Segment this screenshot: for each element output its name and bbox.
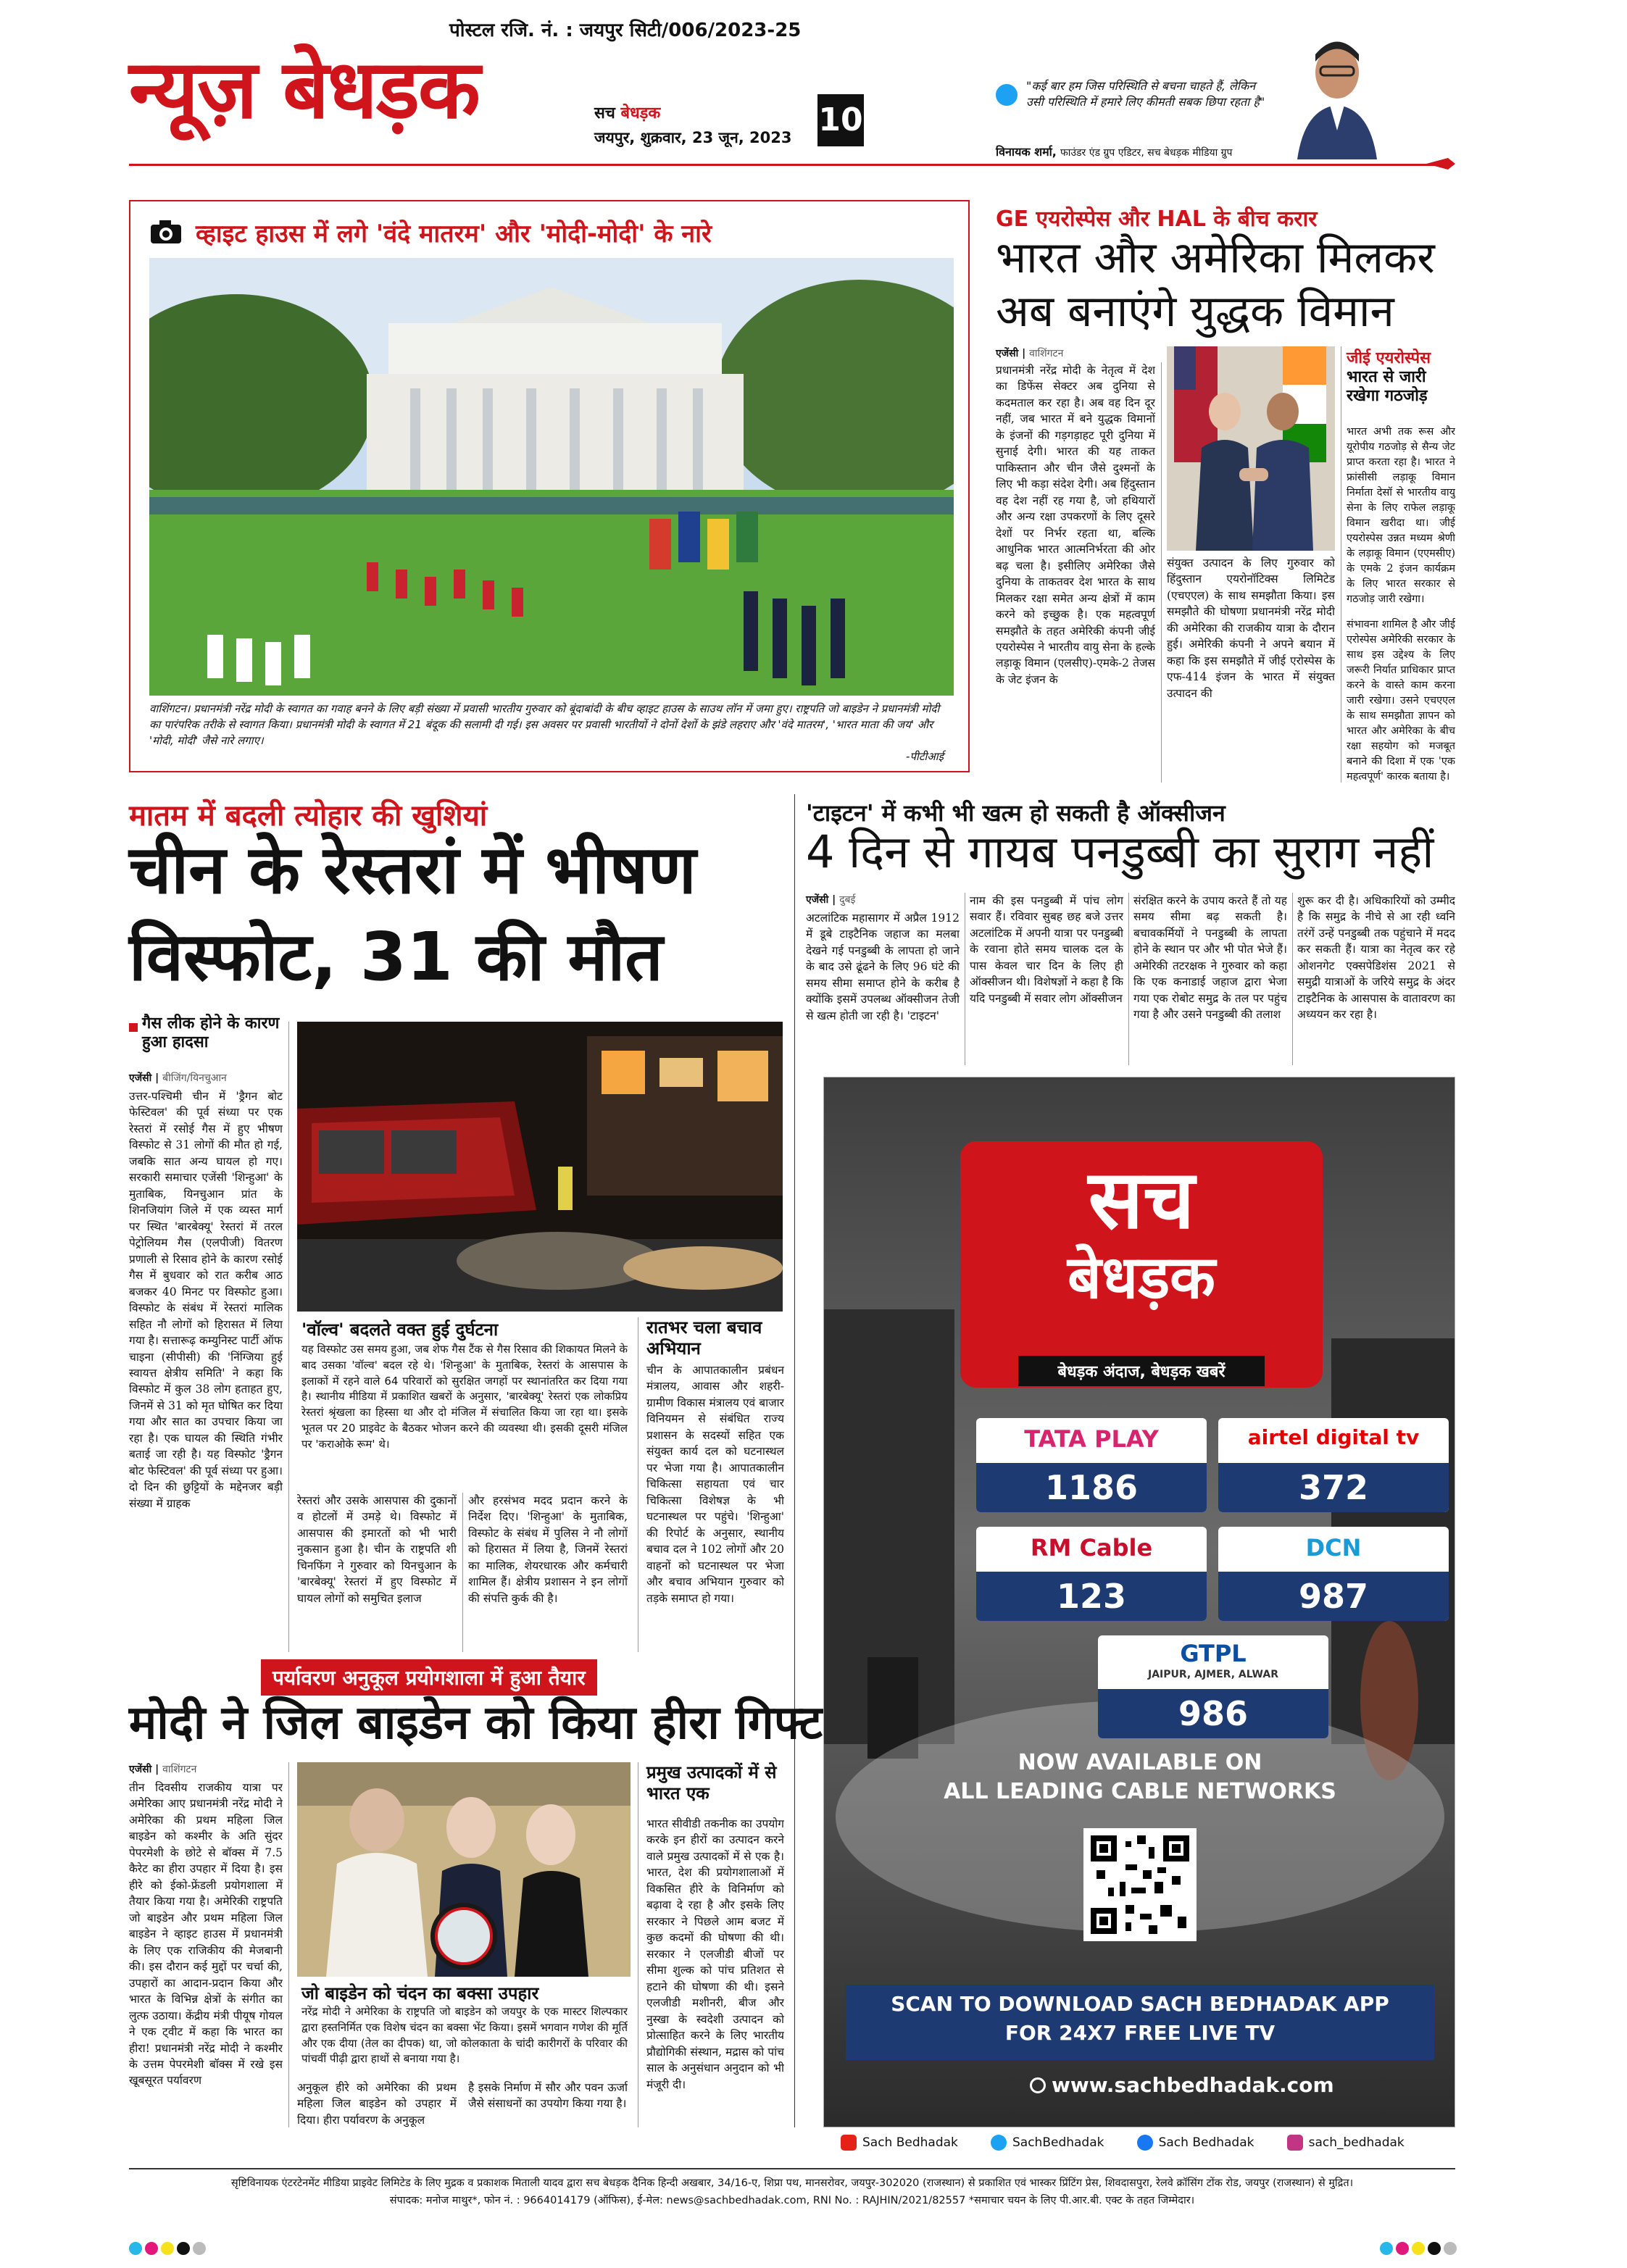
ad-logo-line-1: सच — [1088, 1153, 1195, 1247]
dateline: जयपुर, शुक्रवार, 23 जून, 2023 — [594, 129, 792, 146]
masthead-rule — [129, 164, 1448, 166]
china-sub: गैस लीक होने के कारण हुआ हादसा — [142, 1014, 280, 1052]
titan-col-4: शुरू कर दी है। अधिकारियों को उम्मीद है कि समुद्र के नीचे से आ रही ध्वनि तरंगें उन्हें पनडुब्बी तक पहुंचाने में मदद कर सकती हैं। यात्रा का नेतृत्व कर रहे ओशनगेट एक्सपेडिशंस 2021 से समुद्री यात्राओं के जरिये समुद्र के अंदर टाइटैनिक के आसपास के वातावरण का अध्ययन कर रहा है। — [1297, 894, 1455, 1022]
facebook-icon — [1137, 2135, 1153, 2151]
registration-dots-left — [129, 2242, 209, 2258]
diamond-side-head: प्रमुख उत्पादकों में से भारत एक — [646, 1762, 777, 1804]
titan-byline: एजेंसी | दुबई — [806, 894, 856, 906]
editor-quote: "कई बार हम जिस परिस्थिति से बचना चाहते हैं, लेकिन उसी परिस्थिति में हमारे लिए कीमती सबक छिपा रहता है" — [1026, 79, 1265, 109]
social-youtube[interactable] — [841, 2135, 958, 2151]
diamond-box-text: नरेंद्र मोदी ने अमेरिका के राष्ट्रपति जो बाइडेन को जयपुर के एक मास्टर शिल्पकार द्वारा हस्तनिर्मित एक विशेष चंदन का बक्सा भेंट किया। इसमें भगवान गणेश की मूर्ति और एक दीया (तेल का दीपक) था, जो कोलकाता के चांदी कारीगरों के परिवार की पांचवीं पीढ़ी द्वारा हाथों से बनाया गया है। — [301, 2005, 628, 2066]
titan-kicker: 'टाइटन' में कभी भी खत्म हो सकती है ऑक्सीजन — [806, 799, 1226, 827]
twitter-icon — [991, 2135, 1007, 2151]
ge-side-head: भारत से जारी रखेगा गठजोड़ — [1347, 368, 1428, 406]
page-number: 10 — [817, 94, 864, 146]
quote-author-name: विनायक शर्मा, — [996, 145, 1057, 159]
channel-number: 1186 — [976, 1463, 1207, 1512]
ge-side-text: भारत अभी तक रूस और यूरोपीय गठजोड़ से सैन्य जेट प्राप्त करता रहा है। भारत ने फ्रांसीसी लड़ाकू विमान निर्माता देसॉ से भारतीय वायु सेना के लिए राफेल लड़ाकू विमान खरीदा था। जीई एयरोस्पेस उन्नत मध्यम श्रेणी के लड़ाकू विमान (एएमसीए) के एमके 2 इंजन कार्यक्रम के लिए भारत सरकार से गठजोड़ जारी रखेगा। — [1347, 426, 1455, 606]
titan-agency: एजेंसी — [806, 894, 829, 906]
social-facebook-label: Sach Bedhadak — [1158, 2135, 1254, 2150]
camera-icon — [149, 219, 183, 245]
diamond-agency: एजेंसी — [129, 1764, 152, 1775]
titan-place: दुबई — [839, 894, 856, 906]
china-kicker: मातम में बदली त्योहार की खुशियां — [129, 799, 488, 833]
channel-number: 987 — [1218, 1572, 1449, 1621]
footer-rule — [129, 2168, 1455, 2169]
quote-author — [996, 143, 1233, 159]
china-divider-2 — [462, 1493, 463, 1652]
titan-col-1: अटलांटिक महासागर में अप्रैल 1912 में डूबे टाइटैनिक जहाज का मलबा देखने गई पनडुब्बी के लापता हो जाने के बाद उसे ढूंढने के लिए 96 घंटे की समय सीमा समाप्त होने के करीब है क्योंकि इसमें उपलब्ध ऑक्सीजन तेजी से खत्म होती जा रही है। 'टाइटन' — [806, 912, 960, 1022]
ad-available-2: ALL LEADING CABLE NETWORKS — [944, 1779, 1336, 1804]
diamond-side-text: भारत सीवीडी तकनीक का उपयोग करके इन हीरों का उत्पादन करने वाले प्रमुख उत्पादकों में से एक है। भारत, देश की प्रयोगशालाओं में विकसित हीरे के विनिर्माण को बढ़ावा दे रहा है और इसके लिए सरकार ने पिछले आम बजट में कुछ कदमों की घोषणा की थी। सरकार ने एलजीडी बीजों पर सीमा शुल्क को पांच प्रतिशत से हटाने की घोषणा की थी। इसने एलजीडी मशीनरी, बीज और नुस्खा के स्वदेशी उत्पादन को प्रोत्साहित करने के लिए भारतीय प्रौद्योगिकी संस्थान, मद्रास को पांच साल के अनुसंधान अनुदान को भी मंजूरी दी। — [646, 1817, 784, 2091]
china-sub-marker — [129, 1023, 138, 1032]
diamond-place: वाशिंगटन — [162, 1764, 197, 1775]
channel-name: TATA PLAY — [1024, 1425, 1159, 1453]
china-col-3: और हरसंभव मदद प्रदान करने के निर्देश दिए। 'शिन्हुआ' के मुताबिक, विस्फोट के संबंध में पुलिस ने नौ लोगों को हिरासत में लिया है, जिनमें रेस्तरां का मालिक, शेयरधारक और कर्मचारी शामिल हैं। क्षेत्रीय प्रशासन ने इन लोगों की संपत्ति कुर्क की है। — [468, 1494, 628, 1605]
sach-bedhadak-ad[interactable] — [823, 1077, 1455, 2127]
editor-photo — [1290, 29, 1384, 159]
titan-col-2: नाम की इस पनडुब्बी में पांच लोग सवार हैं। रविवार सुबह छह बजे उत्तर अटलांटिक में अपनी यात्रा पर पनडुब्बी के रवाना होते समय चालक दल के पास केवल चार दिन के लिए ही ऑक्सीजन थी। विशेषज्ञों ने कहा है कि यदि पनडुब्बी में सवार लोग ऑक्सीजन — [970, 894, 1123, 1005]
ge-place: वाशिंगटन — [1029, 348, 1064, 359]
ad-scan-2: FOR 24X7 FREE LIVE TV — [1004, 2021, 1276, 2045]
quote-author-role: फाउंडर एंड ग्रुप एडिटर, सच बेधड़क मीडिया ग्रुप — [1060, 147, 1233, 159]
footer-line-2: संपादक: मनोज माथुर*, फोन नं. : 9664014179 (ऑफिस), ई-मेल: news@sachbedhadak.com, RNI No. : RAJHIN/2021/82557 *समाचार चयन के लिए पी.आर.बी. एक्ट के तहत जिम्मेदार। — [389, 2195, 1195, 2206]
column-divider-main — [794, 794, 795, 2127]
brand-tag-1: सच — [594, 104, 615, 122]
ge-col-2: संयुक्त उत्पादन के लिए गुरुवार को हिंदुस्तान एयरोनॉटिक्स लिमिटेड (एचएएल) के साथ समझौता किया। इस समझौते की घोषणा प्रधानमंत्री नरेंद्र मोदी की अमेरिका की राजकीय यात्रा के दौरान हुई। अमेरिकी कंपनी ने अपने बयान में कहा कि इस समझौते में जीई एरोस्पेस के एफ-414 इंजन के भारत में संयुक्त उत्पादन की — [1167, 556, 1335, 700]
china-byline: एजेंसी | बीजिंग/यिनचुआन — [129, 1072, 227, 1084]
whitehouse-photo — [149, 258, 954, 696]
channel-name: DCN — [1305, 1534, 1362, 1562]
china-photo — [297, 1022, 783, 1312]
ge-headline-2: अब बनाएंगे युद्धक विमान — [996, 286, 1394, 337]
diamond-col-2: अनुकूल हीरे को अमेरिका की प्रथम महिला जिल बाइडेन को उपहार में दिया। हीरा पर्यावरण के अनुकूल — [297, 2081, 457, 2127]
youtube-icon — [841, 2135, 857, 2151]
ad-logo-line-2: बेधड़क — [1067, 1243, 1216, 1312]
ge-divider-1 — [1161, 362, 1162, 783]
ge-photo — [1167, 346, 1335, 551]
diamond-photo — [297, 1762, 631, 1977]
pen-nib-icon — [1426, 155, 1455, 172]
diamond-box-head: जो बाइडेन को चंदन का बक्सा उपहार — [301, 1983, 539, 2004]
twitter-icon — [996, 84, 1018, 106]
china-agency: एजेंसी — [129, 1072, 152, 1084]
social-twitter[interactable] — [991, 2135, 1104, 2151]
channel-name: airtel digital tv — [1247, 1425, 1420, 1449]
china-headline-1: चीन के रेस्तरां में भीषण — [129, 831, 696, 909]
ad-tagline: बेधड़क अंदाज, बेधड़क खबरें — [1018, 1356, 1265, 1386]
channel-airtel — [1218, 1418, 1449, 1512]
ge-kicker: GE एयरोस्पेस और HAL के बीच करार — [996, 207, 1318, 232]
brand-tag — [594, 101, 660, 123]
china-col-1: उत्तर-पश्चिमी चीन में 'ड्रैगन बोट फेस्टिवल' की पूर्व संध्या पर एक रेस्तरां में रसोई गैस में हुए भीषण विस्फोट से 31 लोगों की मौत हो गई, जबकि सात अन्य घायल हो गए। सरकारी समाचार एजेंसी 'शिन्हुआ' के मुताबिक, यिनचुआन प्रांत के शिनजियांग जिले में एक व्यस्त मार्ग पर स्थित 'बारबेक्यू' रेस्तरां में तरल पेट्रोलियम गैस (एलपीजी) वितरण प्रणाली से रिसाव होने के कारण रसोई गैस में बुधवार को रात करीब आठ बजकर 40 मिनट पर विस्फोट हुआ। विस्फोट के संबंध में रेस्तरां मालिक सहित नौ लोगों को हिरासत में लिया गया है। सत्तारूढ़ कम्युनिस्ट पार्टी ऑफ चाइना (सीपीसी) की 'निंग्जिया हुई स्वायत्त क्षेत्रीय समिति' ने कहा कि विस्फोट में कुल 38 लोग हताहत हुए, जिनमें से 31 को मृत घोषित कर दिया गया और सात का उपचार किया जा रहा है। एक घायल की स्थिति गंभीर बताई जा रही है। यह विस्फोट 'ड्रैगन बोट फेस्टिवल' की पूर्व संध्या पर हुआ। दो दिन की छुट्टियों के मद्देनजर बड़ी संख्या में ग्राहक — [129, 1090, 283, 1510]
whitehouse-credit: -पीटीआई — [906, 750, 944, 763]
titan-col-3: संरक्षित करने के उपाय करते हैं तो यह समय सीमा बढ़ सकती है। बचावकर्मियों ने पनडुब्बी के लापता होने के स्थान पर और भी पोत भेजे हैं। अमेरिकी तटरक्षक ने गुरुवार को कहा कि एक कनाडाई जहाज द्वारा भेजा गया एक रोबोट समुद्र के तल पर पहुंच गया है और उसने पनडुब्बी की तलाश — [1133, 894, 1287, 1022]
ge-side-kicker: जीई एयरोस्पेस — [1347, 349, 1431, 367]
channel-gtpl — [1098, 1635, 1328, 1738]
channel-dcn — [1218, 1527, 1449, 1621]
social-twitter-label: SachBedhadak — [1012, 2135, 1104, 2150]
ge-agency: एजेंसी — [996, 348, 1019, 359]
ge-headline-1: भारत और अमेरिका मिलकर — [996, 233, 1435, 283]
china-rescue-text: चीन के आपातकालीन प्रबंधन मंत्रालय, आवास और शहरी-ग्रामीण विकास मंत्रालय एवं बाजार विनियमन से संबंधित राज्य प्रशासन के सदस्यों सहित एक संयुक्त कार्य दल को घटनास्थल पर भेजा गया है। आपातकालीन चिकित्सा सहायता एवं चार चिकित्सा विशेषज्ञ के भी घटनास्थल पर पहुंचे। 'शिन्हुआ' की रिपोर्ट के अनुसार, स्थानीय बचाव दल ने 102 लोगों और 20 वाहनों को घटनास्थल पर भेजा और बचाव अभियान गुरुवार को तड़के समाप्त हो गया। — [646, 1364, 784, 1605]
channel-rm-cable — [976, 1527, 1207, 1621]
footer-line-1: सृष्टिविनायक एंटरटेनमेंट मीडिया प्राइवेट लिमिटेड के लिए मुद्रक व प्रकाशक मिताली यादव द्वारा सच बेधड़क दैनिक हिन्दी अखबार, 34/16-ए, शिप्रा पथ, मानसरोवर, जयपुर-302020 (राजस्थान) से प्रकाशित एवं भास्कर प्रिंटिंग प्रेस, शिवदासपुरा, रेलवे क्रॉसिंग टोंक रोड, जयपुर (राजस्थान) से मुद्रित। — [230, 2177, 1354, 2189]
social-instagram[interactable] — [1287, 2135, 1405, 2151]
registration-dots-right — [1380, 2242, 1460, 2258]
diamond-col-3: है इसके निर्माण में सौर और पवन ऊर्जा जैसे संसाधनों का उपयोग किया गया है। — [468, 2081, 628, 2111]
whitehouse-caption: वाशिंगटन। प्रधानमंत्री नरेंद्र मोदी के स्वागत का गवाह बनने के लिए बड़ी संख्या में प्रवासी भारतीय गुरुवार को बूंदाबांदी के बीच व्हाइट हाउस के साउथ लॉन में जमा हुए। राष्ट्रपति जो बाइडेन ने प्रधानमंत्री मोदी का पारंपरिक तरीके से स्वागत किया। प्रधानमंत्री मोदी के स्वागत में 21 बंदूक की सलामी दी गई। इस अवसर पर प्रवासी भारतीयों ने दोनों देशों के झंडे लहराए और 'वंदे मातरम', 'भारत माता की जय' और 'मोदी, मोदी' जैसे नारे लगाए। — [149, 702, 940, 747]
china-col-2: रेस्तरां और उसके आसपास की दुकानों व होटलों में उमड़े थे। विस्फोट में आसपास की इमारतों को भी भारी नुकसान हुआ है। चीन के राष्ट्रपति शी चिनफिंग ने गुरुवार को यिनचुआन के 'बारबेक्यू' रेस्तरां में हुए विस्फोट में घायल लोगों को समुचित इलाज — [297, 1494, 457, 1605]
channel-name: RM Cable — [1030, 1534, 1153, 1562]
china-box-text: यह विस्फोट उस समय हुआ, जब शेफ गैस टैंक से गैस रिसाव की शिकायत मिलने के बाद उसका 'वॉल्व' बदल रहे थे। 'शिन्हुआ' के मुताबिक, रेस्तरां के आसपास के इलाकों में रहने वाले 64 परिवारों को सुरक्षित जगहों पर स्थानांतरित कर दिया गया है। स्थानीय मीडिया में प्रकाशित खबरों के अनुसार, 'बारबेक्यू' रेस्तरां एक लोकप्रिय रेस्तरां श्रृंखला का हिस्सा था और दो मंजिल में संचालित किया जा रहा था। इसके भूतल पर 20 प्राइवेट के बैठकर भोजन करने की व्यवस्था थी। इसकी दूसरी मंजिल पर 'कराओके रूम' थे। — [301, 1343, 628, 1451]
postal-registration: पोस्टल रजि. नं. : जयपुर सिटी/006/2023-25 — [449, 20, 802, 41]
china-rescue-head: रातभर चला बचाव अभियान — [646, 1317, 762, 1359]
globe-icon — [1030, 2077, 1046, 2093]
ad-website[interactable]: www.sachbedhadak.com — [1052, 2073, 1334, 2097]
channel-name: GTPL — [1180, 1640, 1247, 1667]
social-instagram-label: sach_bedhadak — [1308, 2135, 1405, 2150]
china-divider — [288, 1022, 289, 1652]
diamond-divider — [288, 1762, 289, 2127]
titan-divider-3 — [1292, 893, 1293, 1065]
china-place: बीजिंग/यिनचुआन — [162, 1072, 227, 1084]
qr-code[interactable] — [1083, 1828, 1197, 1941]
masthead-logo: न्यूज़ बेधड़क — [129, 43, 479, 137]
ge-byline: एजेंसी | वाशिंगटन — [996, 348, 1064, 359]
ad-available-1: NOW AVAILABLE ON — [1018, 1750, 1262, 1775]
titan-headline: 4 दिन से गायब पनडुब्बी का सुराग नहीं — [806, 825, 1434, 878]
channel-number: 372 — [1218, 1463, 1449, 1512]
whitehouse-kicker: व्हाइट हाउस में लगे 'वंदे मातरम' और 'मोदी-मोदी' के नारे — [196, 220, 712, 249]
diamond-headline: मोदी ने जिल बाइडेन को किया हीरा गिफ्ट — [129, 1696, 823, 1750]
channel-number: 986 — [1098, 1689, 1328, 1738]
titan-divider-2 — [1128, 893, 1129, 1065]
gtpl-sub: JAIPUR, AJMER, ALWAR — [1148, 1669, 1278, 1680]
brand-tag-2: बेधड़क — [620, 104, 661, 122]
ge-col-3: संभावना शामिल है और जीई एरोस्पेस अमेरिकी सरकार के साथ इस उद्देश्य के लिए जरूरी निर्यात प्राधिकार प्राप्त करने के वास्ते काम करना जारी रखेगा। उसने एचएएल के साथ समझौता ज्ञापन को भारत और अमेरिका के बीच रक्षा सहयोग को मजबूत बनाने की दिशा में एक 'एक महत्वपूर्ण' कारक बताया है। — [1347, 619, 1455, 783]
ge-col-1: प्रधानमंत्री नरेंद्र मोदी के नेतृत्व में देश का डिफेंस सेक्टर अब दुनिया से कदमताल कर रहा है। अब वह दिन दूर नहीं, जब भारत में बने युद्धक विमानों के इंजनों की गड़गड़ाहट पूरी दुनिया में सुनाई देगी। भारत की यह ताकत पाकिस्तान और चीन जैसे दुश्मनों के लिए भी कड़ा संदेश देगी। अब हिंदुस्तान वह देश नहीं रह गया है, जो हथियारों और अन्य रक्षा उपकरणों के लिए दूसरे देशों पर निर्भर रहता था, बल्कि आधुनिक भारत आत्मनिर्भरता की ओर बढ़ चला है। इसीलिए अमेरिका जैसे दुनिया के ताकतवर देश भारत के साथ मिलकर रक्षा समेत अन्य क्षेत्रों में काम करने को इच्छुक है। एक महत्वपूर्ण समझौते के तहत अमेरिकी कंपनी जीई एयरोस्पेस ने भारतीय वायु सेना के हल्के लड़ाकू विमान (एलसीए)-एमके-2 तेजस के जेट इंजन के — [996, 364, 1155, 686]
social-facebook[interactable] — [1137, 2135, 1254, 2151]
social-youtube-label: Sach Bedhadak — [862, 2135, 958, 2150]
china-box-head: 'वॉल्व' बदलते वक्त हुई दुर्घटना — [301, 1319, 499, 1340]
diamond-byline: एजेंसी | वाशिंगटन — [129, 1764, 197, 1775]
instagram-icon — [1287, 2135, 1303, 2151]
channel-tata-play — [976, 1418, 1207, 1512]
channel-number: 123 — [976, 1572, 1207, 1621]
diamond-col-1: तीन दिवसीय राजकीय यात्रा पर अमेरिका आए प्रधानमंत्री नरेंद्र मोदी ने अमेरिका की प्रथम महिला जिल बाइडेन को कश्मीर के अति सुंदर पेपरमेशी के छोटे से बॉक्स में 7.5 कैरेट का हीरा उपहार में दिया है। इस हीरे को ईको-फ्रेंडली प्रयोगशाला में तैयार किया गया है। अमेरिकी राष्ट्रपति जो बाइडेन और प्रथम महिला जिल बाइडेन ने व्हाइट हाउस में प्रधानमंत्री के लिए एक राजिकीय की मेजबानी की। इस दौरान कई मुद्दों पर चर्चा की, उपहारों का आदान-प्रदान किया और भारत के विभिन्न क्षेत्रों के संगीत का लुत्फ उठाया। केंद्रीय मंत्री पीयूष गोयल ने एक ट्वीट में कहा कि भारत का हीरा! प्रधानमंत्री नरेंद्र मोदी ने कश्मीर के उत्तम पेपरमेशी बॉक्स में रखे इस खूबसूरत पर्यावरण — [129, 1781, 283, 2088]
china-headline-2: विस्फोट, 31 की मौत — [129, 918, 663, 996]
ad-scan-1: SCAN TO DOWNLOAD SACH BEDHADAK APP — [891, 1992, 1389, 2016]
diamond-kicker: पर्यावरण अनुकूल प्रयोगशाला में हुआ तैयार — [261, 1659, 597, 1696]
social-bar — [841, 2135, 1455, 2156]
